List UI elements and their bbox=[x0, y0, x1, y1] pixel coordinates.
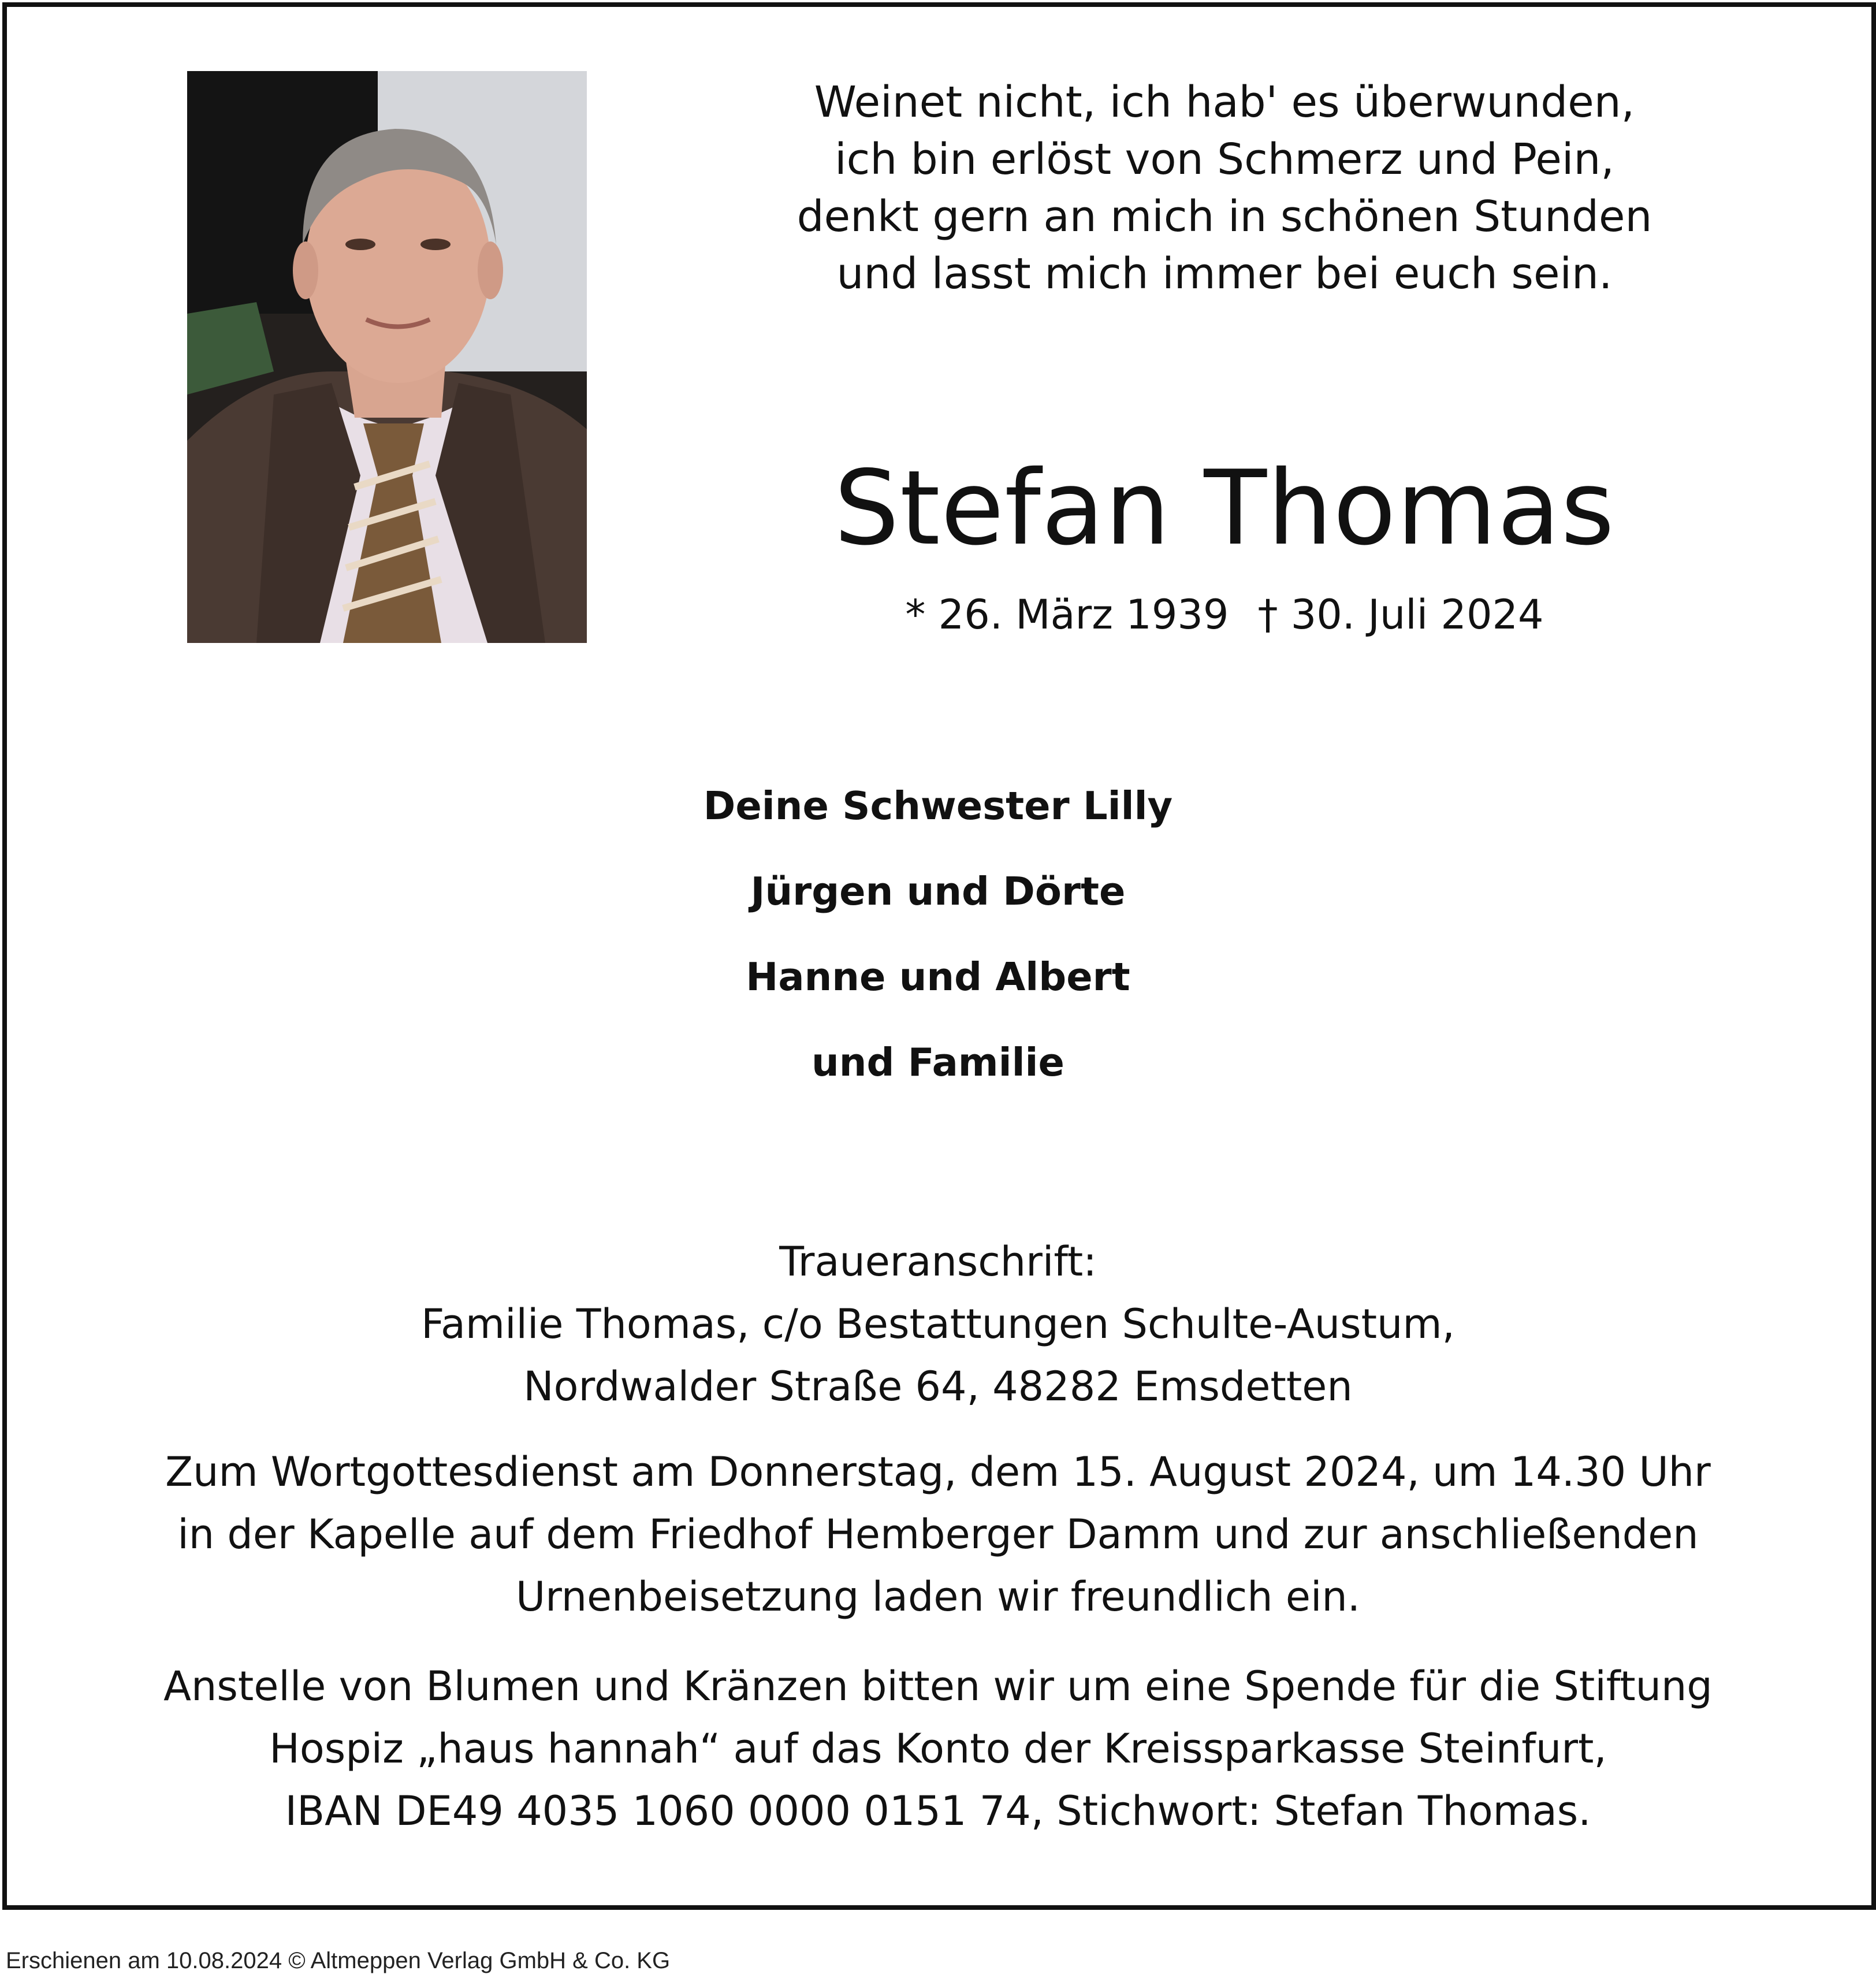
mourner-line: Hanne und Albert bbox=[746, 954, 1130, 999]
poem-line: Weinet nicht, ich hab' es überwunden, bbox=[814, 77, 1635, 127]
death-date: † 30. Juli 2024 bbox=[1257, 591, 1544, 638]
address-line: Traueranschrift: bbox=[779, 1238, 1097, 1285]
publication-footer: Erschienen am 10.08.2024 © Altmeppen Verlag GmbH & Co. KG bbox=[6, 1948, 671, 1973]
address-line: Nordwalder Straße 64, 48282 Emsdetten bbox=[523, 1363, 1353, 1410]
mourner-line: und Familie bbox=[812, 1040, 1064, 1085]
donation-line: Anstelle von Blumen und Kränzen bitten wir um eine Spende für die Stiftung bbox=[163, 1663, 1713, 1710]
poem bbox=[682, 74, 1767, 303]
mourner-line: Jürgen und Dörte bbox=[750, 869, 1126, 914]
address-line: Familie Thomas, c/o Bestattungen Schulte-Austum, bbox=[421, 1300, 1455, 1348]
poem-line: denkt gern an mich in schönen Stunden bbox=[796, 192, 1652, 241]
donation-line: IBAN DE49 4035 1060 0000 0151 74, Stichwort: Stefan Thomas. bbox=[285, 1787, 1591, 1835]
portrait-image bbox=[187, 71, 587, 643]
poem-line: und lasst mich immer bei euch sein. bbox=[836, 249, 1613, 299]
donation-line: Hospiz „haus hannah“ auf das Konto der Kreissparkasse Steinfurt, bbox=[269, 1725, 1607, 1772]
life-dates bbox=[682, 586, 1767, 644]
birth-date: * 26. März 1939 bbox=[905, 591, 1229, 638]
mourners-list bbox=[0, 777, 1876, 1119]
service-line: Zum Wortgottesdienst am Donnerstag, dem 15. August 2024, um 14.30 Uhr bbox=[165, 1448, 1711, 1496]
mourner-line: Deine Schwester Lilly bbox=[703, 783, 1173, 828]
donation-info bbox=[58, 1655, 1818, 1842]
mourning-address bbox=[58, 1230, 1818, 1418]
service-line: Urnenbeisetzung laden wir freundlich ein. bbox=[515, 1573, 1361, 1620]
poem-line: ich bin erlöst von Schmerz und Pein, bbox=[835, 135, 1614, 184]
service-line: in der Kapelle auf dem Friedhof Hemberger Damm und zur anschließenden bbox=[177, 1511, 1699, 1558]
service-info bbox=[58, 1441, 1818, 1628]
portrait-photo bbox=[187, 71, 587, 643]
deceased-name: Stefan Thomas bbox=[833, 448, 1616, 568]
